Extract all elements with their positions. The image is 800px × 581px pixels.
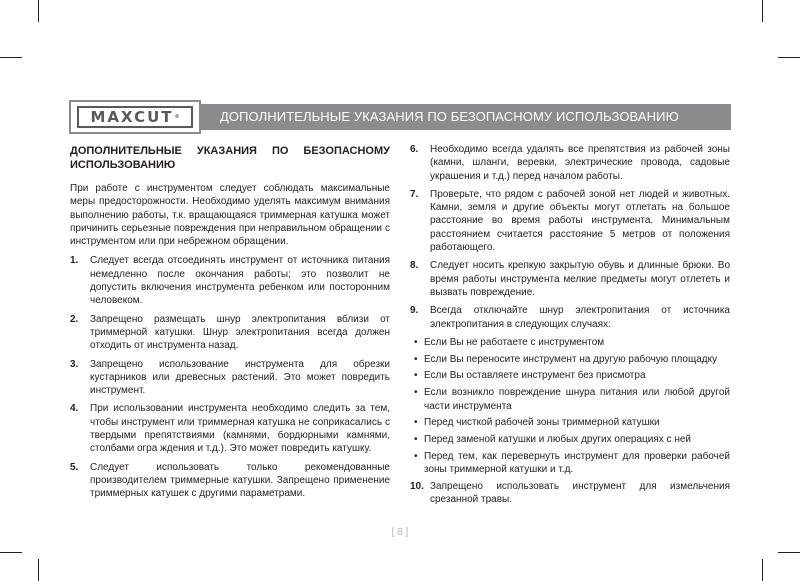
bullet-item <box>414 386 730 413</box>
registered-mark: ® <box>174 114 180 120</box>
crop-mark <box>762 559 763 581</box>
crop-mark <box>778 57 800 58</box>
item-number: 8. <box>410 260 419 272</box>
item-text: Проверьте, что рядом с рабочей зоной нет людей и животных. Камни, земля и другие объекты могут отлетать на большое расстояние во время работы инструмента. Минимальным расстоянием считается расстояние 5 метров от положения работающего. <box>430 188 730 254</box>
bullet-icon: • <box>414 434 418 446</box>
left-column <box>70 143 390 506</box>
bullet-icon: • <box>414 353 418 365</box>
crop-mark <box>38 559 39 581</box>
item-number: 4. <box>70 403 79 415</box>
item-text: При использовании инструмента необходимо следить за тем, чтобы инструмент или триммерная катушка не соприкасались с твердыми препятствиями (камнями, бордюрными камнями, столбами огра ждения и т.д.). Это может повредить катушку. <box>90 403 390 455</box>
bullet-icon: • <box>414 450 418 462</box>
bullet-text: Если возникло повреждение шнура питания или любой другой части инструмента <box>424 387 730 412</box>
bullet-text: Перед чисткой рабочей зоны триммерной катушки <box>424 417 660 429</box>
page-number: [ 8 ] <box>391 527 409 538</box>
item-number: 2. <box>70 313 79 325</box>
list-item <box>70 313 390 353</box>
list-item <box>70 254 390 307</box>
right-column <box>410 143 730 512</box>
header-title: ДОПОЛНИТЕЛЬНЫЕ УКАЗАНИЯ ПО БЕЗОПАСНОМУ ИСПОЛЬЗОВАНИЮ <box>220 109 679 124</box>
item-number: 10. <box>410 481 424 493</box>
list-item <box>410 480 730 507</box>
bullet-text: Если Вы переносите инструмент на другую рабочую площадку <box>424 353 718 365</box>
item-number: 7. <box>410 188 419 200</box>
brand-logo <box>69 100 201 134</box>
bullet-text: Если Вы оставляете инструмент без присмотра <box>424 370 646 382</box>
crop-mark <box>38 0 39 22</box>
list-item <box>70 358 390 398</box>
section-title: ДОПОЛНИТЕЛЬНЫЕ УКАЗАНИЯ ПО БЕЗОПАСНОМУ ИСПОЛЬЗОВАНИЮ <box>70 145 390 171</box>
item-text: Следует носить крепкую закрытую обувь и длинные брюки. Во время работы инструмента мелкие предметы могут отлететь и вызвать повреждение. <box>430 260 730 298</box>
bullet-icon: • <box>414 417 418 429</box>
list-item <box>410 143 730 183</box>
bullet-item <box>414 450 730 477</box>
list-item <box>410 188 730 254</box>
list-item <box>70 402 390 455</box>
bullet-item <box>414 353 730 366</box>
item-text: Необходимо всегда удалять все препятствия из рабочей зоны (камни, шланги, веревки, электрические провода, садовые украшения и т.д.) перед началом работы. <box>430 144 730 182</box>
bullet-item <box>414 369 730 382</box>
crop-mark <box>762 0 763 22</box>
crop-mark <box>0 57 22 58</box>
bullet-item <box>414 416 730 429</box>
list-item <box>410 259 730 299</box>
bullet-icon: • <box>414 336 418 348</box>
intro-paragraph: При работе с инструментом следует соблюдать максимальные меры предосторожности. Необходимо уделять максимум внимания выполнению работы, т.к. вращающаяся триммерная катушка может причинить серьезные повреждения при неправильном обращении с инструментом или при небрежном обращении. <box>70 183 390 248</box>
item-text: Следует использовать только рекомендованные производителем триммерные катушки. Запрещено применение триммерных катушек с другими параметрами. <box>90 461 390 500</box>
bullet-text: Если Вы не работаете с инструментом <box>424 336 605 348</box>
crop-mark <box>778 552 800 553</box>
item-text: Запрещено использование инструмента для обрезки кустарников или древесных растений. Это может повредить инструмент. <box>90 358 390 397</box>
list-item <box>70 461 390 501</box>
bullet-item <box>414 336 730 349</box>
crop-mark <box>0 552 22 553</box>
item-text: Следует всегда отсоединять инструмент от источника питания немедленно после окончания работы; это позволит не допустить включения инструмента ребенком или посторонним человеком. <box>90 255 390 307</box>
item-text: Всегда отключайте шнур электропитания от источника электропитания в следующих случаях: <box>430 305 730 330</box>
item-number: 1. <box>70 255 79 267</box>
item-number: 5. <box>70 461 79 473</box>
list-item <box>410 304 730 331</box>
bullet-text: Перед тем, как перевернуть инструмент для проверки рабочей зоны триммерной катушки и т.д. <box>424 450 730 476</box>
logo-text: MAXCUT <box>90 108 174 126</box>
item-number: 9. <box>410 305 419 317</box>
bullet-icon: • <box>414 387 418 399</box>
item-number: 6. <box>410 144 419 155</box>
bullet-text: Перед заменой катушки и любых других операциях с ней <box>424 434 691 446</box>
item-number: 3. <box>70 358 79 370</box>
bullet-icon: • <box>414 370 418 382</box>
item-text: Запрещено размещать шнур электропитания вблизи от триммерной катушки. Шнур электропитания всегда должен отходить от инструмента назад. <box>90 313 390 352</box>
item-text: Запрещено использовать инструмент для измельчения срезанной травы. <box>430 481 730 506</box>
bullet-item <box>414 433 730 446</box>
